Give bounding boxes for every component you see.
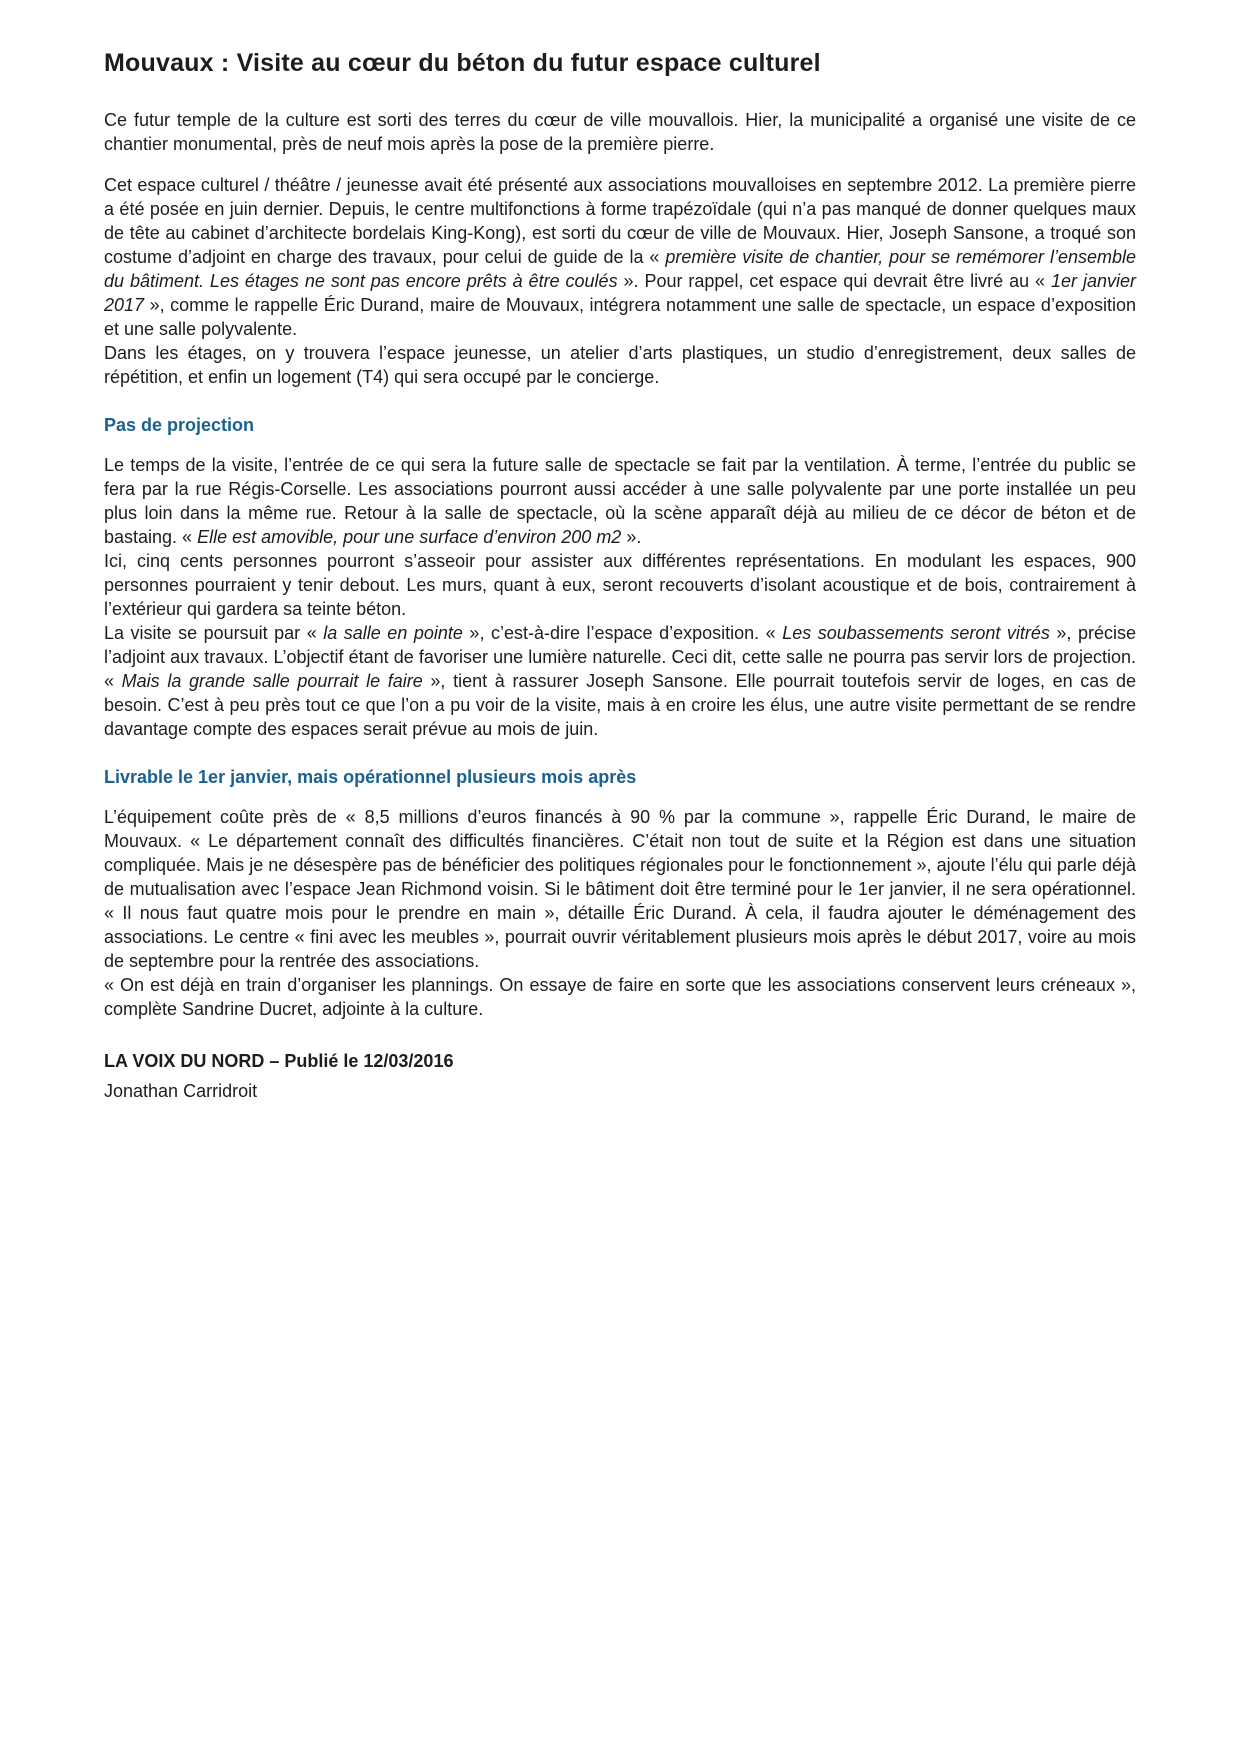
intro-paragraph	[104, 108, 1136, 156]
publication-byline: LA VOIX DU NORD – Publié le 12/03/2016	[104, 1051, 454, 1071]
body-text-run: « On est déjà en train d’organiser les plannings. On essaye de faire en sorte que les associations conservent leurs créneaux », complète Sandrine Ducret, adjointe à la culture.	[104, 975, 1136, 1019]
section-heading-livrable: Livrable le 1er janvier, mais opérationnel plusieurs mois après	[104, 767, 637, 787]
budget-operational-paragraph	[104, 805, 1136, 973]
body-text-run: L’équipement coûte près de « 8,5 millions d’euros financés à 90 % par la commune », rappelle Éric Durand, le maire de Mouvaux. « Le département connaît des difficultés financières. C’était non tout de suite et la Région est dans une situation compliquée. Mais je ne désespère pas de bénéficier des politiques régionales pour le fonctionnement », ajoute l’élu qui parle déjà de mutualisation avec l’espace Jean Richmond voisin. Si le bâtiment doit être terminé pour le 1er janvier, il ne sera opérationnel. « Il nous faut quatre mois pour le prendre en main », détaille Éric Durand. À cela, il faudra ajouter le déménagement des associations. Le centre « fini avec les meubles », pourrait ouvrir véritablement plusieurs mois après le début 2017, voire au mois de septembre pour la rentrée des associations.	[104, 807, 1136, 971]
section-heading-pas-de-projection: Pas de projection	[104, 415, 255, 435]
seating-capacity-paragraph	[104, 549, 1136, 621]
body-text-run: Ce futur temple de la culture est sorti des terres du cœur de ville mouvallois. Hier, la municipalité a organisé une visite de ce chantier monumental, près de neuf mois après la pose de la première pierre.	[104, 110, 1136, 154]
body-text-run: Ici, cinq cents personnes pourront s’asseoir pour assister aux différentes représentations. En modulant les espaces, 900 personnes pourraient y tenir debout. Les murs, quant à eux, seront recouverts d’isolant acoustique et de bois, contrairement à l’extérieur qui gardera sa teinte béton.	[104, 551, 1136, 619]
quoted-italic-text: Mais la grande salle pourrait le faire	[121, 671, 423, 691]
article-title: Mouvaux : Visite au cœur du béton du futur espace culturel	[104, 49, 821, 77]
quoted-italic-text: première visite de chantier, pour se remémorer l’ensemble du bâtiment. Les étages ne sont pas encore prêts à être coulés	[104, 247, 1136, 291]
body-text-run: », c’est-à-dire l’espace d’exposition. «	[462, 623, 783, 643]
body-text-run: ».	[621, 527, 642, 547]
plannings-paragraph	[104, 973, 1136, 1021]
body-text-run: Le temps de la visite, l’entrée de ce qui sera la future salle de spectacle se fait par la ventilation. À terme, l’entrée du public se fera par la rue Régis-Corselle. Les associations pourront aussi accéder à une salle polyvalente par une porte installée un peu plus loin dans la même rue. Retour à la salle de spectacle, où la scène apparaît déjà au milieu de ce décor de béton et de bastaing. «	[104, 455, 1136, 547]
body-text-run: La visite se poursuit par «	[104, 623, 324, 643]
quoted-italic-text: la salle en pointe	[323, 623, 463, 643]
quoted-italic-text: Les soubassements seront vitrés	[782, 623, 1050, 643]
body-text-run: », tient à rassurer Joseph Sansone. Elle pourrait toutefois servir de loges, en cas de besoin. C’est à peu près tout ce que l’on a pu voir de la visite, mais à en croire les élus, une autre visite permettant de se rendre davantage compte des espaces serait prévue au mois de juin.	[104, 671, 1136, 739]
presentation-paragraph	[104, 173, 1136, 341]
floors-paragraph	[104, 341, 1136, 389]
body-text-run: Dans les étages, on y trouvera l’espace jeunesse, un atelier d’arts plastiques, un studio d’enregistrement, deux salles de répétition, et enfin un logement (T4) qui sera occupé par le concierge.	[104, 343, 1136, 387]
body-text-run: ». Pour rappel, cet espace qui devrait être livré au «	[617, 271, 1052, 291]
visit-entrance-paragraph	[104, 453, 1136, 549]
body-text-run: », comme le rappelle Éric Durand, maire de Mouvaux, intégrera notamment une salle de spectacle, un espace d’exposition et une salle polyvalente.	[104, 295, 1136, 339]
author-name: Jonathan Carridroit	[104, 1081, 258, 1101]
quoted-italic-text: 1er janvier 2017	[104, 271, 1136, 315]
quoted-italic-text: Elle est amovible, pour une surface d’environ 200 m2	[197, 527, 622, 547]
exhibition-hall-paragraph	[104, 621, 1136, 741]
body-text-run: Cet espace culturel / théâtre / jeunesse avait été présenté aux associations mouvalloises en septembre 2012. La première pierre a été posée en juin dernier. Depuis, le centre multifonctions à forme trapézoïdale (qui n’a pas manqué de donner quelques maux de tête au cabinet d’architecte bordelais King-Kong), est sorti du cœur de ville de Mouvaux. Hier, Joseph Sansone, a troqué son costume d’adjoint en charge des travaux, pour celui de guide de la «	[104, 175, 1136, 267]
body-text-run: », précise l’adjoint aux travaux. L’objectif étant de favoriser une lumière naturelle. Ceci dit, cette salle ne pourra pas servir lors de projection. «	[104, 623, 1136, 691]
